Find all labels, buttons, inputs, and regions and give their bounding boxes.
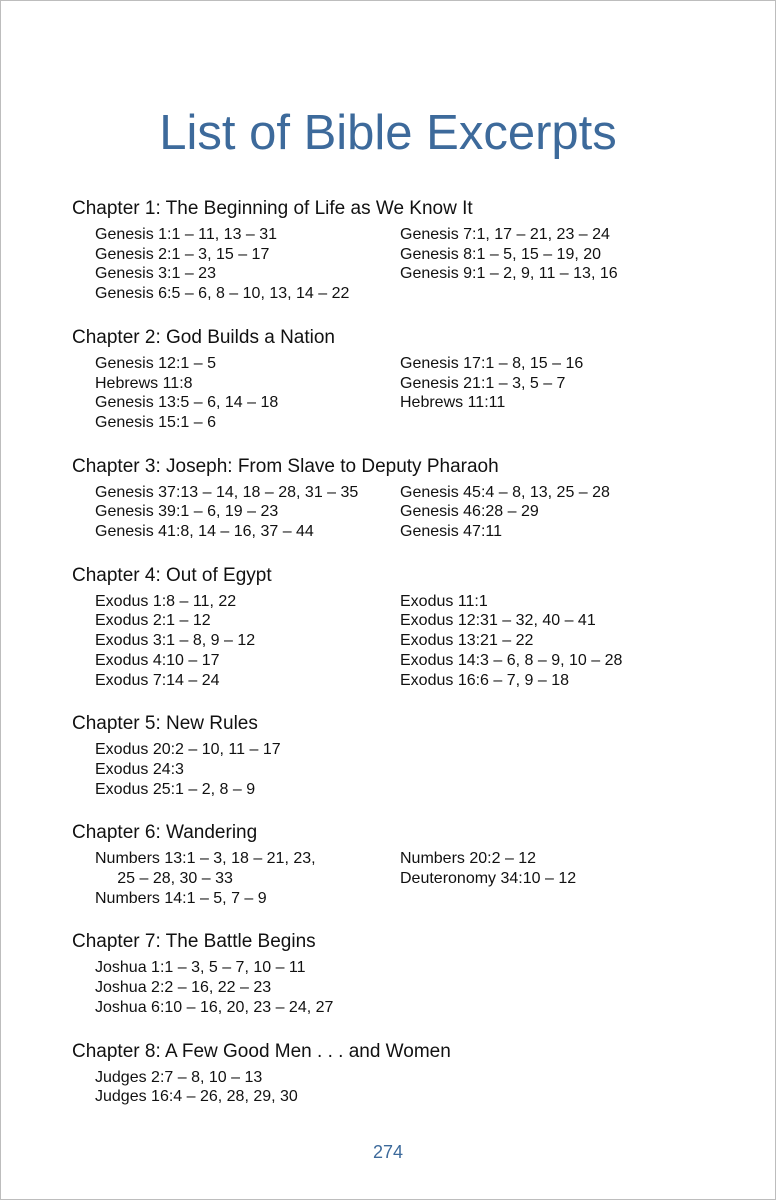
scripture-reference: Genesis 41:8, 14 – 16, 37 – 44 [95,523,314,541]
scripture-reference: Deuteronomy 34:10 – 12 [400,870,577,888]
chapter-title: Chapter 5: New Rules [72,713,258,735]
reference-column-left [95,740,400,799]
scripture-reference: Exodus 12:31 – 32, 40 – 41 [400,612,596,630]
scripture-reference: Exodus 25:1 – 2, 8 – 9 [95,780,256,798]
scripture-reference: Genesis 1:1 – 11, 13 – 31 [95,226,278,243]
chapter-title: Chapter 1: The Beginning of Life as We Know It [72,198,473,219]
reference-column-left [95,483,400,542]
reference-column-left [95,225,400,304]
scripture-reference: Exodus 24:3 [95,760,184,778]
scripture-reference: Exodus 11:1 [400,592,488,610]
scripture-reference: Exodus 20:2 – 10, 11 – 17 [95,741,281,759]
scripture-reference: Judges 2:7 – 8, 10 – 13 [95,1068,263,1086]
reference-columns [72,740,712,799]
scripture-reference: Exodus 2:1 – 12 [95,612,211,630]
chapter-section [72,197,712,304]
scripture-reference: Exodus 7:14 – 24 [95,671,220,689]
reference-column-right [400,354,705,433]
reference-columns [72,483,712,542]
scripture-reference: Genesis 8:1 – 5, 15 – 19, 20 [400,245,602,263]
reference-column-left [95,958,400,1017]
chapter-title: Chapter 3: Joseph: From Slave to Deputy Pharaoh [72,455,499,477]
scripture-reference: Genesis 9:1 – 2, 9, 11 – 13, 16 [400,265,618,283]
scripture-reference: Genesis 21:1 – 3, 5 – 7 [400,374,566,392]
chapter-section [72,712,712,799]
reference-column-right [400,740,705,799]
chapter-title: Chapter 7: The Battle Begins [72,931,316,953]
reference-columns [72,958,712,1017]
reference-column-left [95,849,400,908]
chapter-section [72,455,712,542]
chapter-section [72,564,712,691]
reference-columns [72,1068,712,1107]
reference-column-left [95,592,400,691]
scripture-reference: Exodus 13:21 – 22 [400,632,534,650]
scripture-reference: Genesis 17:1 – 8, 15 – 16 [400,354,584,372]
reference-column-left [95,1068,400,1107]
scripture-reference: Genesis 7:1, 17 – 21, 23 – 24 [400,226,610,243]
scripture-reference: Genesis 12:1 – 5 [95,354,216,372]
scripture-reference: Genesis 15:1 – 6 [95,413,216,431]
reference-column-right [400,592,705,691]
reference-column-right [400,483,705,542]
scripture-reference: Exodus 4:10 – 17 [95,651,220,669]
scripture-reference: Numbers 14:1 – 5, 7 – 9 [95,889,267,907]
scripture-reference: Judges 16:4 – 26, 28, 29, 30 [95,1088,298,1106]
chapter-section [72,930,712,1017]
scripture-reference: Genesis 46:28 – 29 [400,503,539,521]
page-title: List of Bible Excerpts [159,106,617,160]
scripture-reference: 25 – 28, 30 – 33 [95,870,233,888]
reference-column-left [95,354,400,433]
scripture-reference: Exodus 1:8 – 11, 22 [95,592,237,610]
scripture-reference: Numbers 13:1 – 3, 18 – 21, 23, [95,850,316,868]
scripture-reference: Hebrews 11:11 [400,394,506,412]
scripture-reference: Hebrews 11:8 [95,374,193,392]
scripture-reference: Exodus 3:1 – 8, 9 – 12 [95,632,256,650]
scripture-reference: Genesis 6:5 – 6, 8 – 10, 13, 14 – 22 [95,285,350,303]
scripture-reference: Genesis 47:11 [400,523,502,541]
reference-column-right [400,849,705,908]
chapter-title: Chapter 4: Out of Egypt [72,564,272,586]
chapter-title: Chapter 8: A Few Good Men . . . and Women [72,1040,451,1062]
chapter-section [72,1040,712,1107]
reference-column-right [400,1068,705,1107]
chapter-title: Chapter 2: God Builds a Nation [72,326,335,348]
reference-columns [72,849,712,908]
scripture-reference: Joshua 2:2 – 16, 22 – 23 [95,979,272,997]
scripture-reference: Genesis 37:13 – 14, 18 – 28, 31 – 35 [95,483,359,501]
scripture-reference: Genesis 13:5 – 6, 14 – 18 [95,394,279,412]
chapter-section [72,821,712,908]
scripture-reference: Genesis 2:1 – 3, 15 – 17 [95,245,270,263]
chapter-title: Chapter 6: Wandering [72,822,258,844]
reference-columns [72,354,712,433]
reference-column-right [400,958,705,1017]
scripture-reference: Exodus 16:6 – 7, 9 – 18 [400,671,570,689]
scripture-reference: Joshua 6:10 – 16, 20, 23 – 24, 27 [95,998,334,1016]
chapter-section [72,326,712,433]
scripture-reference: Genesis 39:1 – 6, 19 – 23 [95,503,279,521]
scripture-reference: Genesis 3:1 – 23 [95,265,216,283]
page-number: 274 [372,1142,404,1162]
reference-column-right [400,225,705,304]
scripture-reference: Numbers 20:2 – 12 [400,850,537,868]
scripture-reference: Exodus 14:3 – 6, 8 – 9, 10 – 28 [400,651,623,669]
reference-columns [72,225,712,304]
scripture-reference: Joshua 1:1 – 3, 5 – 7, 10 – 11 [95,959,306,977]
scripture-reference: Genesis 45:4 – 8, 13, 25 – 28 [400,483,610,501]
reference-columns [72,592,712,691]
chapter-list [72,197,712,1129]
